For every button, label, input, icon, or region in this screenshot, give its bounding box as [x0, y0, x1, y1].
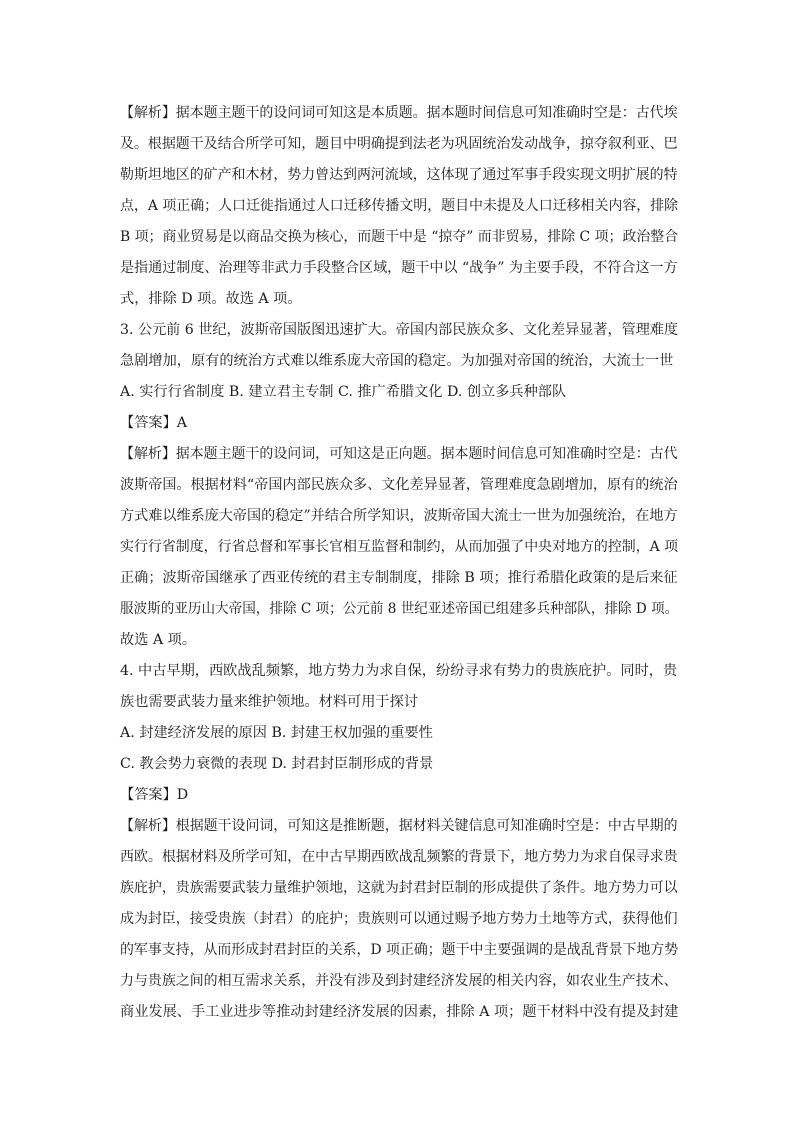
analysis-paragraph-q3-line: 故选 A 项。 — [120, 632, 197, 648]
analysis-paragraph-q4-line: 成为封臣，接受贵族（封君）的庇护；贵族则可以通过赐予地方势力土地等方式，获得他们 — [120, 911, 678, 927]
answer-q3: 【答案】A — [120, 415, 187, 431]
question-4-stem-line: 族也需要武装力量来维护领地。材料可用于探讨 — [120, 694, 418, 710]
analysis-paragraph-q2-line: 是指通过制度、治理等非武力手段整合区域，题干中以 “战争” 为主要手段，不符合这一方 — [120, 260, 678, 276]
analysis-paragraph-q3-line: 方式难以维系庞大帝国的稳定”并结合所学知识，波斯帝国大流士一世为加强统治，在地方 — [120, 508, 678, 524]
analysis-paragraph-q4-line: 西欧。根据材料及所学可知，在中古早期西欧战乱频繁的背景下，地方势力为求自保寻求贵 — [120, 849, 678, 865]
analysis-paragraph-q3-line: 【解析】据本题主题干的设问词，可知这是正向题。据本题时间信息可知准确时空是：古代 — [120, 446, 678, 462]
answer-q4: 【答案】D — [120, 787, 189, 803]
analysis-paragraph-q4-line: 力与贵族之间的相互需求关系，并没有涉及到封建经济发展的相关内容，如农业生产技术、 — [120, 973, 678, 989]
analysis-paragraph-q4-line: 商业发展、手工业进步等推动封建经济发展的因素，排除 A 项；题干材料中没有提及封建 — [120, 1004, 679, 1020]
analysis-paragraph-q3-line: 正确；波斯帝国继承了西亚传统的君主专制制度，排除 B 项；推行希腊化政策的是后来征 — [120, 570, 678, 586]
analysis-paragraph-q3-line: 波斯帝国。根据材料“帝国内部民族众多、文化差异显著，管理难度急剧增加，原有的统治 — [120, 477, 678, 493]
question-3-options: A. 实行行省制度 B. 建立君主专制 C. 推广希腊文化 D. 创立多兵种部队 — [120, 384, 567, 400]
analysis-paragraph-q2-line: 式，排除 D 项。故选 A 项。 — [120, 291, 302, 307]
analysis-paragraph-q4-line: 【解析】根据题干设问词，可知这是推断题，据材料关键信息可知准确时空是：中古早期的 — [120, 818, 678, 834]
analysis-paragraph-q4-line: 的军事支持，从而形成封君封臣的关系，D 项正确；题干中主要强调的是战乱背景下地方势 — [120, 942, 679, 958]
question-4-options-cd: C. 教会势力衰微的表现 D. 封君封臣制形成的背景 — [120, 756, 434, 772]
analysis-paragraph-q3-line: 服波斯的亚历山大帝国，排除 C 项；公元前 8 世纪亚述帝国已组建多兵种部队，排除 D 项。 — [120, 601, 679, 617]
analysis-paragraph-q2-line: 点，A 项正确；人口迁徙指通过人口迁移传播文明，题目中未提及人口迁移相关内容，排除 — [120, 198, 679, 214]
analysis-paragraph-q2-line: B 项；商业贸易是以商品交换为核心，而题干中是 “掠夺” 而非贸易，排除 C 项；政治整合 — [120, 229, 679, 245]
question-4-stem-line: 4. 中古早期，西欧战乱频繁，地方势力为求自保，纷纷寻求有势力的贵族庇护。同时，贵 — [120, 663, 678, 679]
question-3-stem-line: 急剧增加，原有的统治方式难以维系庞大帝国的稳定。为加强对帝国的统治，大流士一世 — [120, 353, 674, 369]
question-3-stem-line: 3. 公元前 6 世纪，波斯帝国版图迅速扩大。帝国内部民族众多、文化差异显著，管理难度 — [120, 322, 679, 338]
analysis-paragraph-q2-line: 【解析】据本题主题干的设问词可知这是本质题。据本题时间信息可知准确时空是：古代埃 — [120, 105, 678, 121]
analysis-paragraph-q3-line: 实行行省制度，行省总督和军事长官相互监督和制约，从而加强了中央对地方的控制，A 项 — [120, 539, 679, 555]
analysis-paragraph-q2-line: 勒斯坦地区的矿产和木材，势力曾达到两河流域，这体现了通过军事手段实现文明扩展的特 — [120, 167, 678, 183]
analysis-paragraph-q2-line: 及。根据题干及结合所学可知，题目中明确提到法老为巩固统治发动战争，掠夺叙利亚、巴 — [120, 136, 678, 152]
question-4-options-ab: A. 封建经济发展的原因 B. 封建王权加强的重要性 — [120, 725, 433, 741]
analysis-paragraph-q4-line: 族庇护，贵族需要武装力量维护领地，这就为封君封臣制的形成提供了条件。地方势力可以 — [120, 880, 678, 896]
